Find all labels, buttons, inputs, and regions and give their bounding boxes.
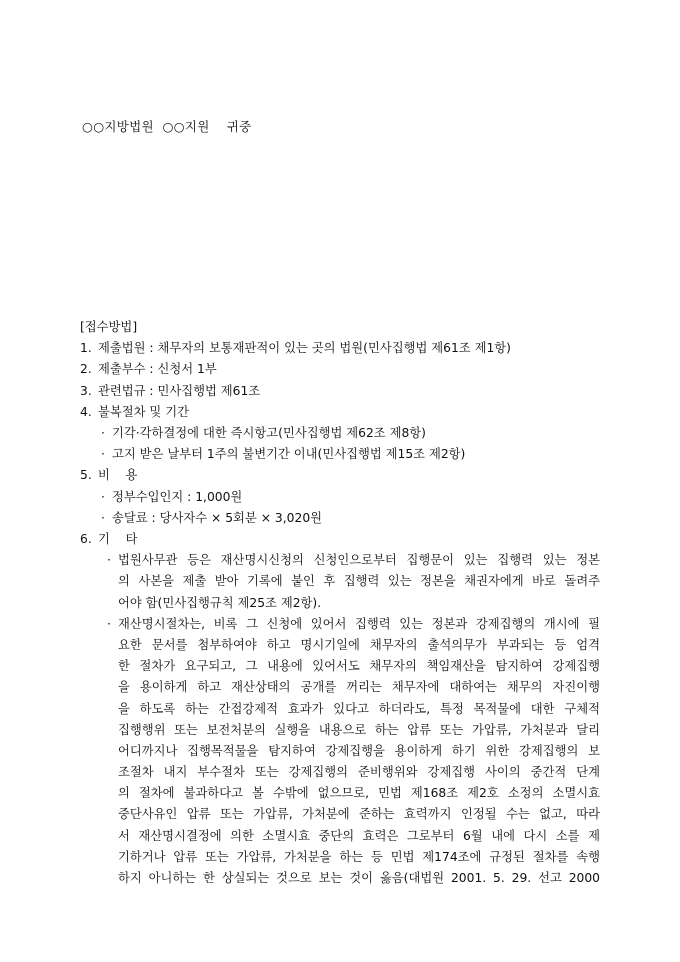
bullet-icon: · [107, 553, 111, 568]
paragraph-line: 한 절차가 요구되고, 그 내용에 있어서도 채무자의 책임재산을 탐지하여 강제집행 [118, 659, 600, 674]
item-number: 5. [80, 468, 92, 483]
guide-item-2 [80, 359, 600, 380]
guide-item-3 [80, 381, 600, 402]
item-number: 4. [80, 404, 92, 419]
paragraph-line: 의 사본을 제출 받아 기록에 붙인 후 집행력 있는 정본을 채권자에게 바로 돌려주 [118, 574, 600, 589]
filing-guide [80, 317, 600, 889]
item-number: 3. [80, 383, 92, 398]
guide-item-4 [80, 402, 600, 423]
bullet-icon: · [107, 616, 111, 631]
bullet-icon: · [101, 489, 105, 504]
bullet-icon: · [101, 447, 105, 462]
bullet-icon: · [101, 426, 105, 441]
item-text: 제출부수 : 신청서 1부 [98, 362, 217, 377]
item-text: 불복절차 및 기간 [98, 404, 189, 419]
paragraph-line: 집행행위 또는 보전처분의 실행을 내용으로 하는 압류 또는 가압류, 가처분과 달리 [118, 722, 600, 737]
paragraph-line: 서 재산명시결정에 의한 소멸시효 중단의 효력은 그로부터 6월 내에 다시 소를 제 [118, 828, 600, 843]
item-number: 1. [80, 341, 92, 356]
sub-item-text: 송달료 : 당사자수 × 5회분 × 3,020원 [112, 510, 323, 525]
sub-item-text: 고지 받은 날부터 1주의 불변기간 이내(민사집행법 제15조 제2항) [112, 447, 466, 462]
paragraph-text [118, 614, 600, 889]
bullet-icon: · [101, 510, 105, 525]
paragraph-line: 의 절차에 불과하다고 볼 수밖에 없으므로, 민법 제168조 제2호 소정의 소멸시효 [118, 786, 600, 801]
item-number: 2. [80, 362, 92, 377]
paragraph-line: 조절차 내지 부수절차 또는 강제집행의 준비행위와 강제집행 사이의 중간적 단계 [118, 765, 600, 780]
guide-heading: [접수방법] [80, 320, 138, 334]
sub-item [80, 423, 600, 444]
paragraph-line: 을 용이하게 하고 재산상태의 공개를 꺼리는 채무자에 대하여는 채무의 자진이행 [118, 680, 600, 695]
paragraph-line: 하지 아니하는 한 상실되는 것으로 보는 것이 옳음(대법원 2001. 5. 29. 선고 2000 [118, 871, 600, 886]
paragraph-line: 법원사무관 등은 재산명시신청의 신청인으로부터 집행문이 있는 집행력 있는 정본 [118, 553, 600, 568]
paragraph-line: 재산명시절차는, 비록 그 신청에 있어서 집행력 있는 정본과 강제집행의 개시에 필 [118, 616, 600, 631]
guide-item-6 [80, 529, 600, 550]
sub-item [80, 487, 600, 508]
guide-item-1 [80, 338, 600, 359]
sub-item-text: 정부수입인지 : 1,000원 [112, 489, 243, 504]
sub-item [80, 444, 600, 465]
item-text: 관련법규 : 민사집행법 제61조 [98, 383, 261, 398]
paragraph-line: 어디까지나 집행목적물을 탐지하여 강제집행을 용이하게 하기 위한 강제집행의 보 [118, 743, 600, 758]
paragraph-line: 요한 문서를 첨부하여야 하고 명시기일에 채무자의 출석의무가 부과되는 등 엄격 [118, 637, 600, 652]
paragraph-line: 어야 함(민사집행규칙 제25조 제2항). [118, 595, 322, 610]
sub-item [80, 508, 600, 529]
item-text: 기 타 [98, 532, 138, 547]
note-paragraph-1 [80, 550, 600, 614]
paragraph-line: 을 하도록 하는 간접강제적 효과가 있다고 하더라도, 특정 목적물에 대한 구체적 [118, 701, 600, 716]
sub-item-text: 기각·각하결정에 대한 즉시항고(민사집행법 제62조 제8항) [112, 426, 426, 441]
item-number: 6. [80, 532, 92, 547]
paragraph-text [118, 550, 600, 614]
paragraph-line: 기하거나 압류 또는 가압류, 가처분을 하는 등 민법 제174조에 규정된 절차를 속행 [118, 849, 600, 864]
court-addressee: ○○지방법원 ○○지원 귀중 [82, 119, 252, 134]
paragraph-line: 중단사유인 압류 또는 가압류, 가처분에 준하는 효력까지 인정될 수는 없고, 따라 [118, 807, 600, 822]
note-paragraph-2 [80, 614, 600, 889]
item-text: 제출법원 : 채무자의 보통재판적이 있는 곳의 법원(민사집행법 제61조 제1항) [98, 341, 511, 356]
guide-item-5 [80, 465, 600, 486]
item-text: 비 용 [98, 468, 138, 483]
